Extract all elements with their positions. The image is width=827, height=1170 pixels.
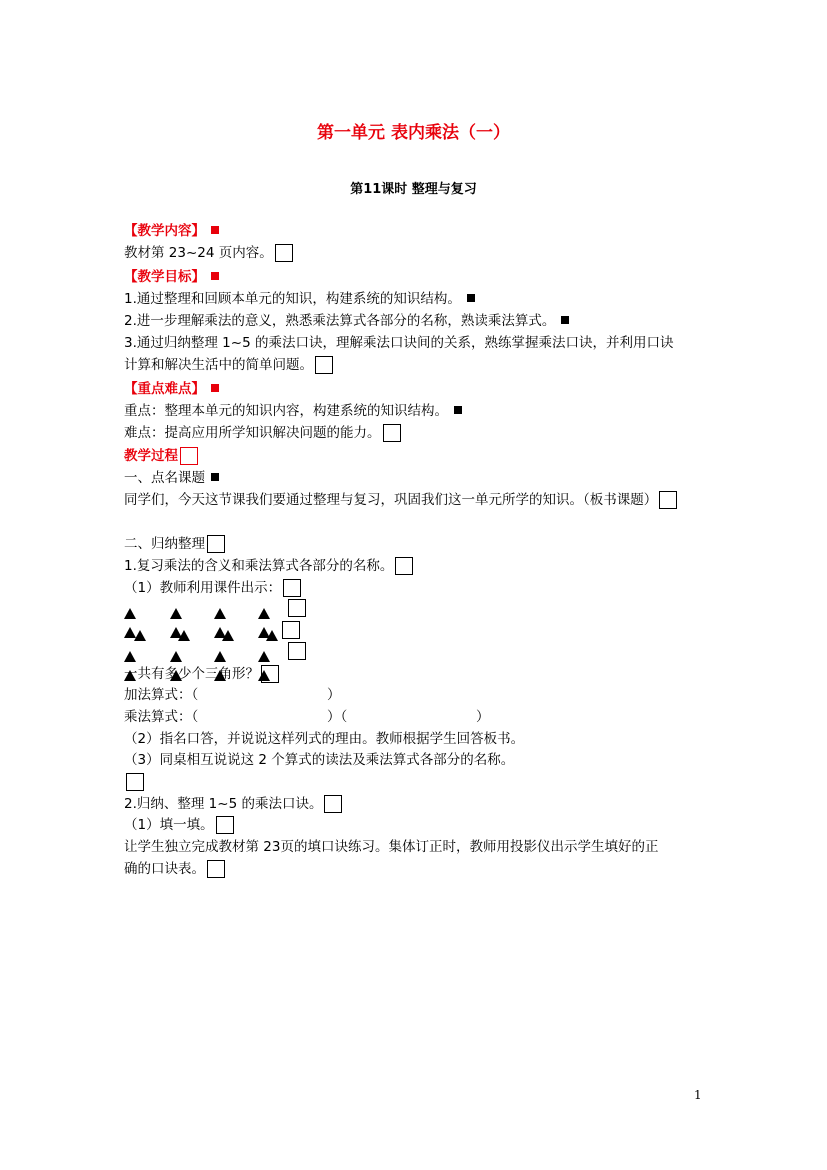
step1-title-line (124, 468, 219, 488)
empty-red-box (180, 447, 198, 465)
step1-text-line (124, 490, 677, 510)
lesson-subtitle: 第11课时 整理与复习 (350, 182, 477, 197)
step2-title-line (124, 534, 225, 554)
item1-text: 1.复习乘法的含义和乘法算式各部分的名称。 (124, 558, 394, 574)
key-heading: 【重点难点】 (124, 381, 205, 397)
empty-box (315, 356, 333, 374)
empty-box (395, 557, 413, 575)
item2-1-text: （1）填一填。 (124, 817, 214, 833)
red-square-marker (211, 384, 219, 392)
triangle-icon (258, 608, 270, 619)
item2-paragraph-part2: 确的口诀表。 (124, 861, 205, 877)
empty-box (126, 773, 144, 791)
item1-2-text: （2）指名口答，并说说这样列式的理由。教师根据学生回答板书。 (124, 731, 525, 747)
empty-box (383, 424, 401, 442)
triangle-icon (124, 608, 136, 619)
triangle-icon (266, 630, 278, 641)
goals-heading: 【教学目标】 (124, 269, 205, 285)
empty-box (288, 642, 306, 660)
item1-3-line (124, 750, 514, 770)
empty-box (283, 579, 301, 597)
item1-3-text: （3）同桌相互说说这 2 个算式的读法及乘法算式各部分的名称。 (124, 752, 515, 768)
triangle-icon (222, 630, 234, 641)
goal2-line (124, 311, 569, 331)
goal3b-line (124, 355, 333, 375)
red-square-marker (211, 272, 219, 280)
triangle-group (134, 625, 146, 644)
item1-1-line (124, 578, 301, 598)
triangle-icon (170, 608, 182, 619)
triangle-group (178, 625, 190, 644)
goals-heading-line (124, 267, 219, 287)
step2-title: 二、归纳整理 (124, 536, 205, 552)
goal-1: 1.通过整理和回顾本单元的知识，构建系统的知识结构。 (124, 291, 461, 307)
content-text-line (124, 243, 293, 263)
triangle-icon (124, 651, 136, 662)
empty-box (324, 795, 342, 813)
black-square-marker (211, 473, 219, 481)
empty-box (288, 599, 306, 617)
triangle-icon (214, 608, 226, 619)
black-square-marker (454, 406, 462, 414)
unit-title: 第一单元 表内乘法（一） (317, 123, 510, 143)
triangle-group (266, 625, 278, 644)
empty-box (659, 491, 677, 509)
process-heading: 教学过程 (124, 448, 178, 464)
item1-1-text: （1）教师利用课件出示： (124, 580, 282, 596)
empty-box (216, 816, 234, 834)
empty-box (207, 860, 225, 878)
triangle-icon (258, 651, 270, 662)
item2-text-a-line (124, 837, 658, 857)
item2-1-line (124, 815, 234, 835)
goal3a-line (124, 333, 673, 353)
triangle-icon (178, 630, 190, 641)
content-heading-line (124, 221, 219, 241)
black-square-marker (467, 294, 475, 302)
triangle-group (222, 625, 234, 644)
item2-paragraph-part1: 让学生独立完成教材第 23页的填口诀练习。集体订正时，教师用投影仪出示学生填好的正 (124, 839, 659, 855)
item1-line (124, 556, 413, 576)
red-square-marker (211, 226, 219, 234)
item2-text: 2.归纳、整理 1~5 的乘法口诀。 (124, 796, 323, 812)
step1-title: 一、点名课题 (124, 470, 205, 486)
goal1-line (124, 289, 475, 309)
item2-text-b-line (124, 859, 225, 879)
item2-line (124, 794, 342, 814)
content-text: 教材第 23~24 页内容。 (124, 245, 273, 261)
content-heading: 【教学内容】 (124, 223, 205, 239)
goal-3-part2: 计算和解决生活中的简单问题。 (124, 357, 313, 373)
key-point-line (124, 401, 462, 421)
triangle-icon (134, 630, 146, 641)
empty-box (207, 535, 225, 553)
key-point: 重点：整理本单元的知识内容，构建系统的知识结构。 (124, 403, 448, 419)
triangle-icon (214, 651, 226, 662)
triangle-icon (170, 651, 182, 662)
standalone-box-line (124, 772, 144, 792)
page-number: 1 (694, 1088, 702, 1102)
goal-3-part1: 3.通过归纳整理 1~5 的乘法口诀，理解乘法口诀间的关系，熟练掌握乘法口诀，并利用口诀 (124, 335, 674, 351)
empty-box (282, 621, 300, 639)
question-text: 一共有多少个三角形？ (124, 666, 259, 682)
step1-text: 同学们，今天这节课我们要通过整理与复习，巩固我们这一单元所学的知识。（板书课题） (124, 492, 658, 508)
process-heading-line (124, 446, 198, 466)
mul-formula-line (124, 707, 489, 727)
mul-formula: 乘法算式：（ ）（ ） (124, 709, 490, 725)
item1-2-line (124, 729, 524, 749)
goal-2: 2.进一步理解乘法的意义，熟悉乘法算式各部分的名称，熟读乘法算式。 (124, 313, 556, 329)
add-formula-line (124, 685, 341, 705)
empty-box (261, 665, 279, 683)
key-heading-line (124, 379, 219, 399)
difficulty: 难点：提高应用所学知识解决问题的能力。 (124, 425, 381, 441)
black-square-marker (561, 316, 569, 324)
empty-box (275, 244, 293, 262)
question-line (124, 664, 279, 684)
difficulty-line (124, 423, 401, 443)
add-formula: 加法算式：（ ） (124, 687, 341, 703)
